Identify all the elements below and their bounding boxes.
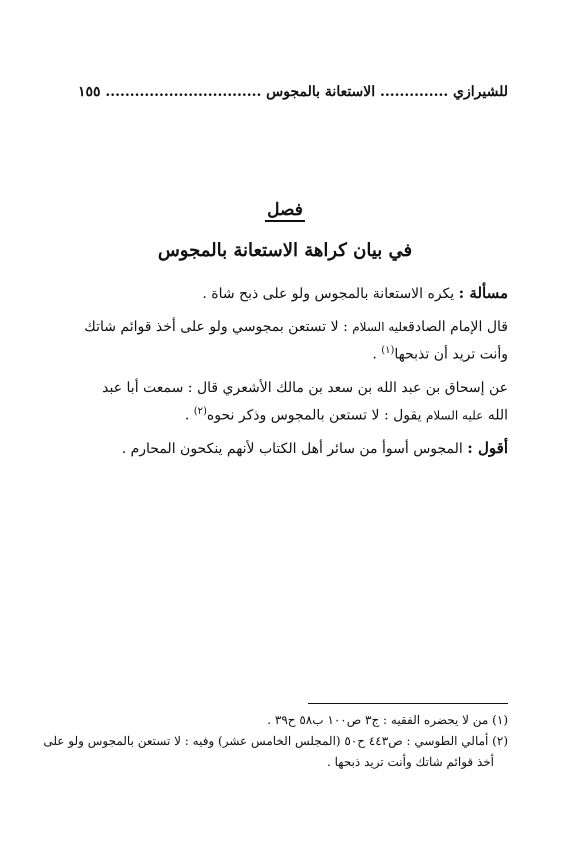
footnote-2-line-1: (٢) أمالي الطوسي : ص٤٤٣ ح٥٠ (المجلس الخامس عشر) وفيه : لا تستعن بالمجوس ولو على [43, 734, 508, 748]
footnote-mark-1: (١) [381, 345, 395, 356]
running-head-title: الاستعانة بالمجوس [266, 84, 376, 100]
footnotes [43, 710, 508, 773]
issue-paragraph [62, 282, 508, 306]
running-head [78, 84, 508, 100]
footnote-1: (١) من لا يحضره الفقيه : ج٣ ص١٠٠ ب٥٨ ح٣٩ . [267, 713, 508, 727]
honorific-symbol: عليه السلام [425, 408, 484, 423]
running-head-dots-right: .............. [379, 84, 449, 100]
quote-line-2: وأنت تريد أن تذبحها$^{(١)}$ . [372, 345, 508, 363]
footnote-divider [308, 703, 508, 704]
comment-text: المجوس أسوأ من سائر أهل الكتاب لأنهم ينكحون المحارم . [121, 441, 463, 458]
comment-lead: أقول : [467, 439, 508, 458]
comment-paragraph [62, 437, 508, 461]
footnote-mark-2: (٢) [193, 405, 207, 417]
footnote-2-line-2: أخذ قوائم شاتك وأنت تريد ذبحها . [327, 755, 494, 769]
narration-line-2: الله عليه السلام يقول : لا تستعن بالمجوس وذكر نحوه$^{(٢)}$ . [184, 405, 508, 424]
page-number: ١٥٥ [78, 84, 101, 100]
honorific-symbol: عليه السلام [352, 320, 409, 334]
quote-line-1: قال الإمام الصادقعليه السلام : لا تستعن بمجوسي ولو على أخذ قوائم شاتك [84, 319, 508, 335]
section-subheading: في بيان كراهة الاستعانة بالمجوس [157, 240, 413, 261]
body-text [62, 282, 508, 461]
running-head-author: للشيرازي [453, 84, 508, 100]
section-heading: فصل [267, 200, 303, 220]
narration-line-1: عن إسحاق بن عبد الله بن سعد بن مالك الأشعري قال : سمعت أبا عبد [102, 379, 508, 396]
issue-lead: مسألة : [458, 284, 508, 302]
issue-text: يكره الاستعانة بالمجوس ولو على ذبح شاة . [202, 286, 455, 302]
running-head-dots-left: ................................ [105, 84, 262, 100]
